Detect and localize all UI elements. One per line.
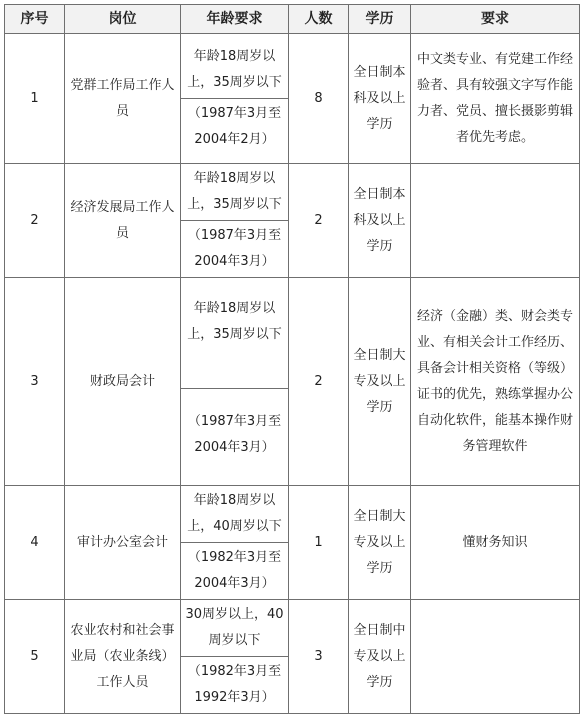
cell-seq: 1: [5, 34, 65, 164]
header-seq: 序号: [5, 5, 65, 34]
header-post: 岗位: [65, 5, 181, 34]
cell-age: [181, 34, 289, 164]
header-age: 年龄要求: [181, 5, 289, 34]
table-row: [5, 486, 580, 600]
cell-seq: 3: [5, 278, 65, 486]
post-text: 审计办公室会计: [76, 534, 168, 550]
cell-seq: 4: [5, 486, 65, 600]
cell-count: 2: [289, 278, 349, 486]
cell-post: [65, 164, 181, 278]
cell-post: [65, 486, 181, 600]
header-edu: 学历: [349, 5, 411, 34]
age-range: （1982年3月至2004年3月）: [181, 542, 288, 599]
table-row: [5, 34, 580, 164]
cell-age: [181, 486, 289, 600]
post-text: 财政局会计: [89, 373, 155, 389]
edu-text: 全日制大专及以上学历: [353, 508, 406, 576]
cell-seq: 5: [5, 600, 65, 714]
recruitment-table: [4, 4, 580, 714]
cell-post: [65, 34, 181, 164]
req-text: 经济（金融）类、财会类专业、有相关会计工作经历、具备会计相关资格（等级）证书的优先，熟练掌握办公自动化软件，能基本操作财务管理软件: [416, 308, 573, 454]
req-text: 懂财务知识: [462, 534, 528, 550]
cell-req: [411, 164, 580, 278]
cell-req: [411, 34, 580, 164]
age-requirement: 年龄18周岁以上，35周岁以下: [187, 171, 282, 212]
cell-age: [181, 600, 289, 714]
cell-edu: [349, 486, 411, 600]
cell-age: [181, 278, 289, 486]
age-range: （1982年3月至1992年3月）: [181, 656, 288, 713]
table-row: [5, 600, 580, 714]
cell-req: [411, 278, 580, 486]
cell-seq: 2: [5, 164, 65, 278]
edu-text: 全日制本科及以上学历: [353, 64, 406, 132]
cell-edu: [349, 164, 411, 278]
cell-req: [411, 600, 580, 714]
age-requirement: 30周岁以上，40周岁以下: [185, 607, 284, 648]
cell-count: 3: [289, 600, 349, 714]
req-text: [411, 655, 579, 659]
age-requirement: 年龄18周岁以上，35周岁以下: [187, 49, 282, 90]
post-text: 农业农村和社会事业局（农业条线）工作人员: [70, 622, 175, 690]
edu-text: 全日制本科及以上学历: [353, 186, 406, 254]
age-range: （1987年3月至2004年3月）: [181, 220, 288, 277]
age-requirement: 年龄18周岁以上，35周岁以下: [187, 301, 282, 342]
age-range: （1987年3月至2004年3月）: [181, 388, 288, 481]
cell-post: [65, 600, 181, 714]
header-count: 人数: [289, 5, 349, 34]
req-text: [411, 219, 579, 223]
cell-age: [181, 164, 289, 278]
cell-count: 8: [289, 34, 349, 164]
table-row: [5, 278, 580, 486]
age-requirement: 年龄18周岁以上，40周岁以下: [187, 493, 282, 534]
post-text: 党群工作局工作人员: [70, 77, 175, 119]
req-text: 中文类专业、有党建工作经验者、具有较强文字写作能力者、党员、擅长摄影剪辑者优先考虑。: [416, 51, 573, 145]
header-row: [5, 5, 580, 34]
cell-edu: [349, 278, 411, 486]
post-text: 经济发展局工作人员: [70, 199, 175, 241]
edu-text: 全日制中专及以上学历: [353, 622, 406, 690]
age-range: （1987年3月至2004年2月）: [181, 98, 288, 155]
cell-count: 1: [289, 486, 349, 600]
edu-text: 全日制大专及以上学历: [353, 347, 406, 415]
cell-edu: [349, 34, 411, 164]
header-req: 要求: [411, 5, 580, 34]
cell-edu: [349, 600, 411, 714]
table-row: [5, 164, 580, 278]
cell-req: [411, 486, 580, 600]
cell-post: [65, 278, 181, 486]
cell-count: 2: [289, 164, 349, 278]
